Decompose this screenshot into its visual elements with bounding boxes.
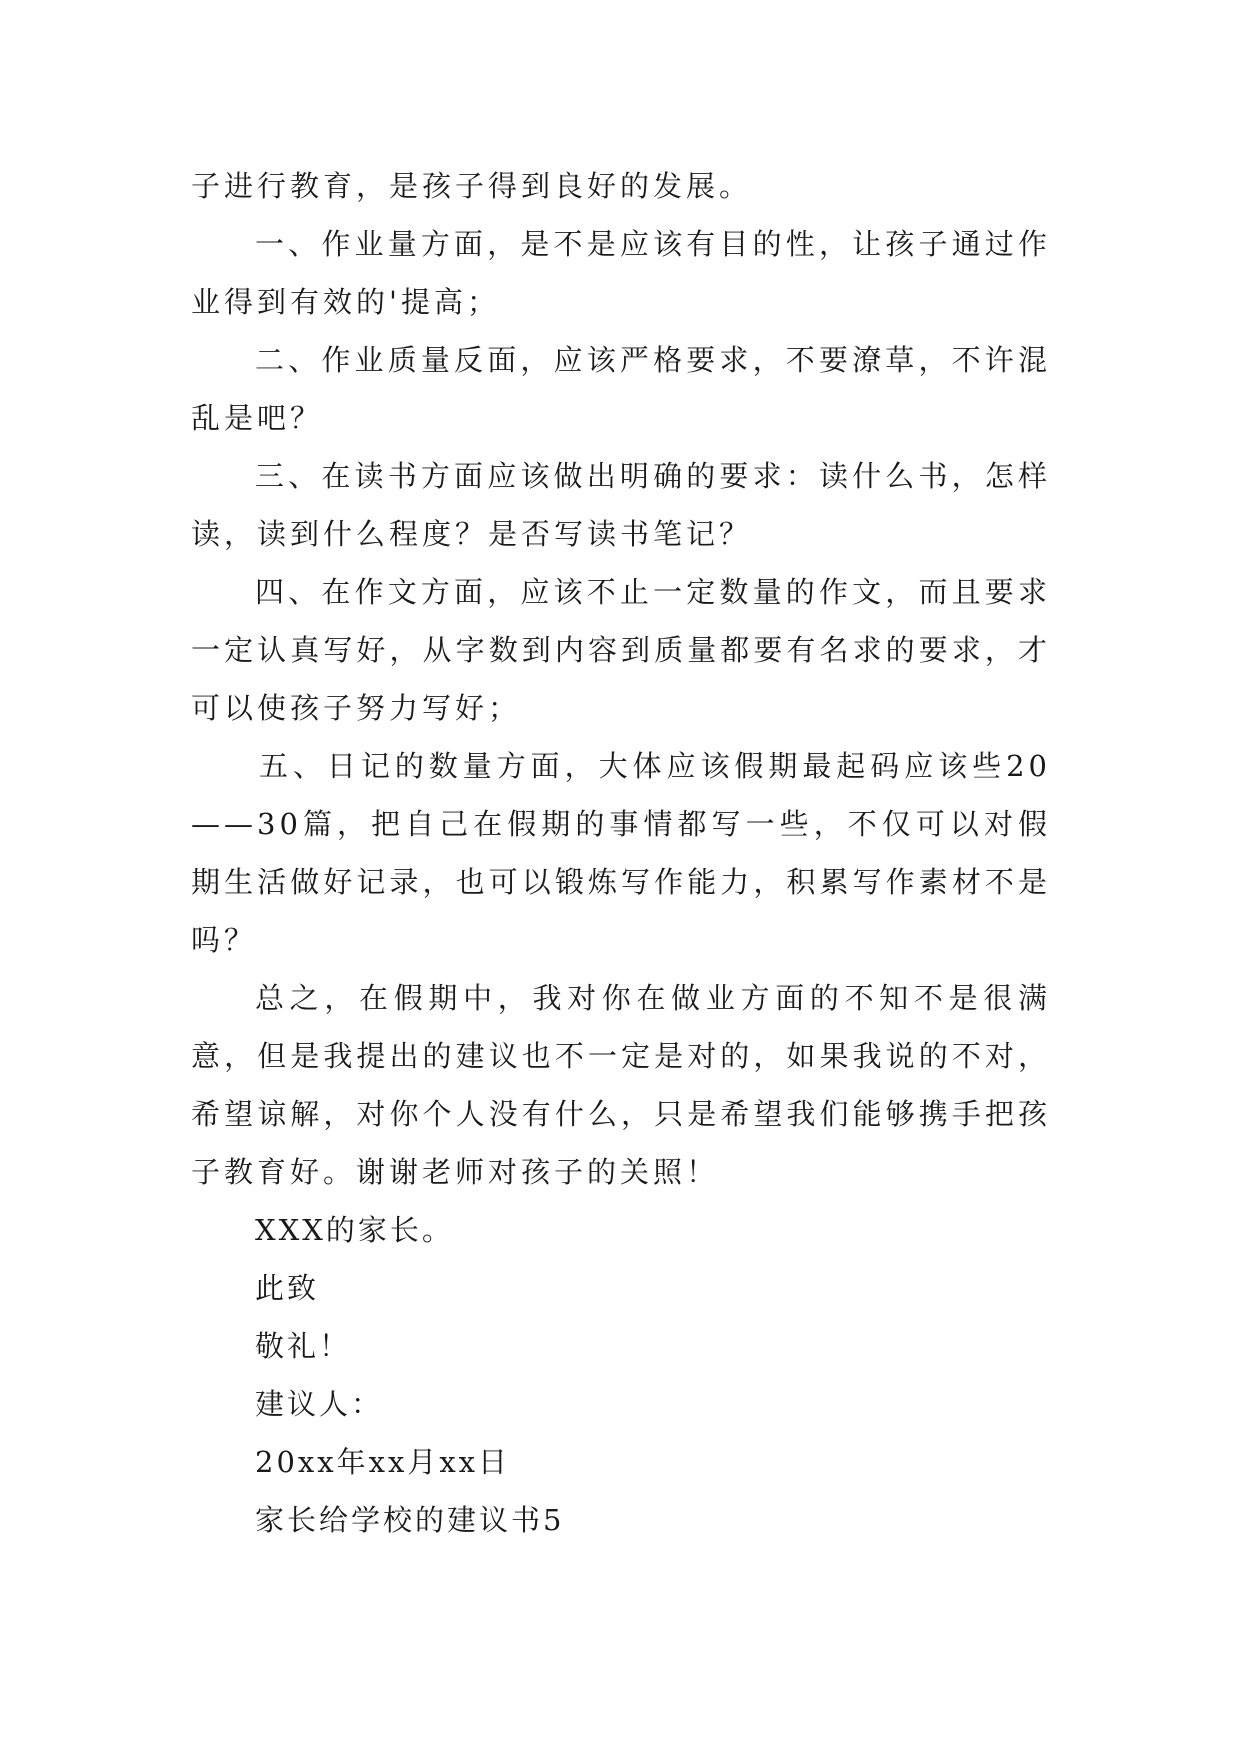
paragraph-point-5: 五、日记的数量方面，大体应该假期最起码应该些20——30篇，把自己在假期的事情都写一些，不仅可以对假期生活做好记录，也可以锻炼写作能力，积累写作素材不是吗？ — [191, 749, 1051, 957]
document-body — [191, 157, 1051, 1549]
paragraph-point-3: 三、在读书方面应该做出明确的要求：读什么书，怎样读，读到什么程度？是否写读书笔记？ — [191, 459, 1051, 551]
paragraph-summary: 总之，在假期中，我对你在做业方面的不知不是很满意，但是我提出的建议也不一定是对的，如果我说的不对，希望谅解，对你个人没有什么，只是希望我们能够携手把孩子教育好。谢谢老师对孩子的关照！ — [191, 981, 1051, 1189]
signature-line: XXX的家长。 — [255, 1213, 454, 1247]
paragraph-point-1: 一、作业量方面，是不是应该有目的性，让孩子通过作业得到有效的'提高； — [191, 227, 1051, 319]
paragraph-point-4: 四、在作文方面，应该不止一定数量的作文，而且要求一定认真写好，从字数到内容到质量都要有名求的要求，才可以使孩子努力写好； — [191, 575, 1051, 725]
proposer-line: 建议人： — [255, 1387, 384, 1421]
paragraph-continuation: 子进行教育，是孩子得到良好的发展。 — [191, 169, 753, 203]
next-section-title: 家长给学校的建议书5 — [255, 1503, 565, 1537]
paragraph-point-2: 二、作业质量反面，应该严格要求，不要潦草，不许混乱是吧？ — [191, 343, 1051, 435]
date-line: 20xx年xx月xx日 — [255, 1445, 511, 1479]
salutation-line: 此致 — [255, 1271, 320, 1305]
regards-line: 敬礼！ — [255, 1329, 352, 1363]
